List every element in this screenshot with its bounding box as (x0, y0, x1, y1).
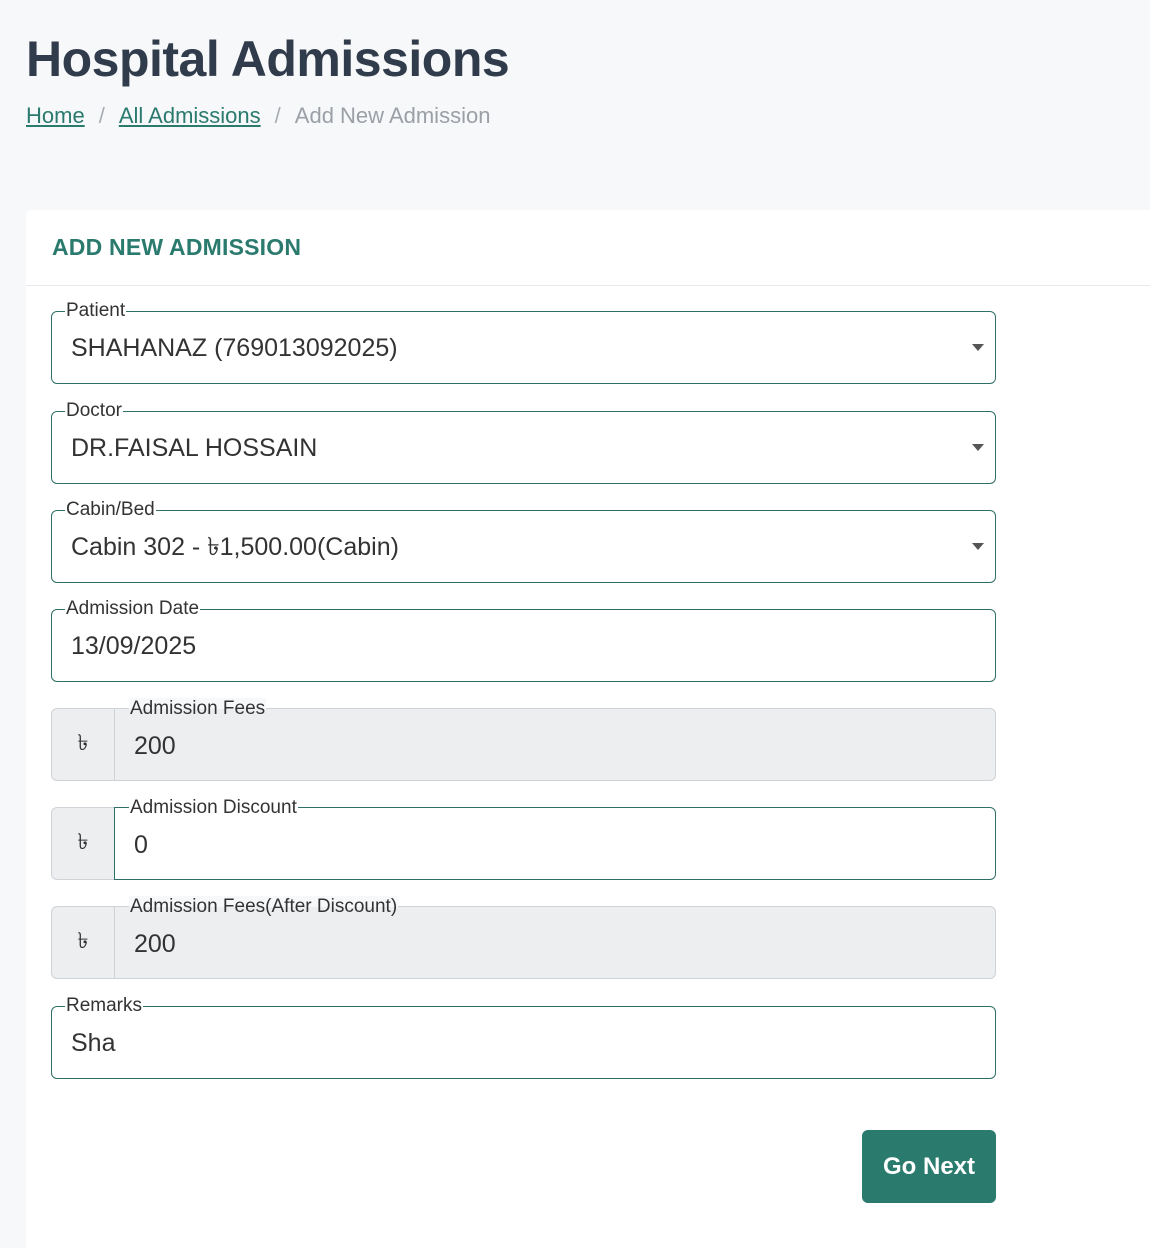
chevron-down-icon[interactable] (972, 344, 984, 351)
chevron-down-icon[interactable] (972, 444, 984, 451)
admission-date-label: Admission Date (66, 598, 200, 619)
breadcrumb-current: Add New Admission (294, 103, 491, 128)
fees-after-discount-input (114, 896, 996, 979)
admission-fees-value: 200 (134, 732, 176, 760)
go-next-button[interactable]: Go Next (862, 1130, 996, 1203)
doctor-label: Doctor (66, 400, 122, 421)
admission-date-value: 13/09/2025 (71, 632, 197, 660)
fees-after-discount-label: Admission Fees(After Discount) (130, 896, 398, 917)
breadcrumb-separator: / (98, 103, 105, 128)
admission-discount-group[interactable] (51, 797, 996, 880)
cabin-bed-select[interactable] (51, 499, 996, 583)
patient-label: Patient (66, 300, 126, 321)
fees-after-discount-group (51, 896, 996, 979)
remarks-value: Sha (71, 1029, 116, 1057)
admission-discount-label: Admission Discount (130, 797, 297, 818)
currency-symbol: ৳ (51, 807, 114, 880)
doctor-select[interactable] (51, 400, 996, 484)
currency-symbol: ৳ (51, 708, 114, 781)
page-title: Hospital Admissions (26, 31, 510, 87)
admission-discount-value: 0 (134, 831, 148, 859)
admission-form-card (26, 210, 1150, 1248)
fees-after-discount-value: 200 (134, 930, 176, 958)
remarks-label: Remarks (66, 995, 143, 1016)
breadcrumb (26, 103, 490, 129)
chevron-down-icon[interactable] (972, 543, 984, 550)
card-title: ADD NEW ADMISSION (52, 234, 302, 260)
cabin-bed-label: Cabin/Bed (66, 499, 155, 520)
doctor-value: DR.FAISAL HOSSAIN (71, 434, 318, 462)
currency-symbol: ৳ (51, 906, 114, 979)
breadcrumb-home-link[interactable]: Home (26, 103, 85, 128)
breadcrumb-all-admissions-link[interactable]: All Admissions (118, 103, 261, 128)
card-header (26, 210, 1150, 286)
admission-fees-group (51, 698, 996, 781)
remarks-input[interactable] (51, 1006, 996, 1079)
admission-fees-label: Admission Fees (130, 698, 266, 719)
admission-date-field[interactable] (51, 598, 996, 682)
breadcrumb-separator: / (274, 103, 281, 128)
admission-discount-input[interactable] (114, 797, 996, 880)
admission-fees-input (114, 698, 996, 781)
remarks-field[interactable] (51, 995, 996, 1079)
patient-value: SHAHANAZ (769013092025) (71, 334, 398, 362)
patient-select[interactable] (51, 300, 996, 384)
cabin-bed-value: Cabin 302 - ৳1,500.00(Cabin) (71, 533, 399, 561)
